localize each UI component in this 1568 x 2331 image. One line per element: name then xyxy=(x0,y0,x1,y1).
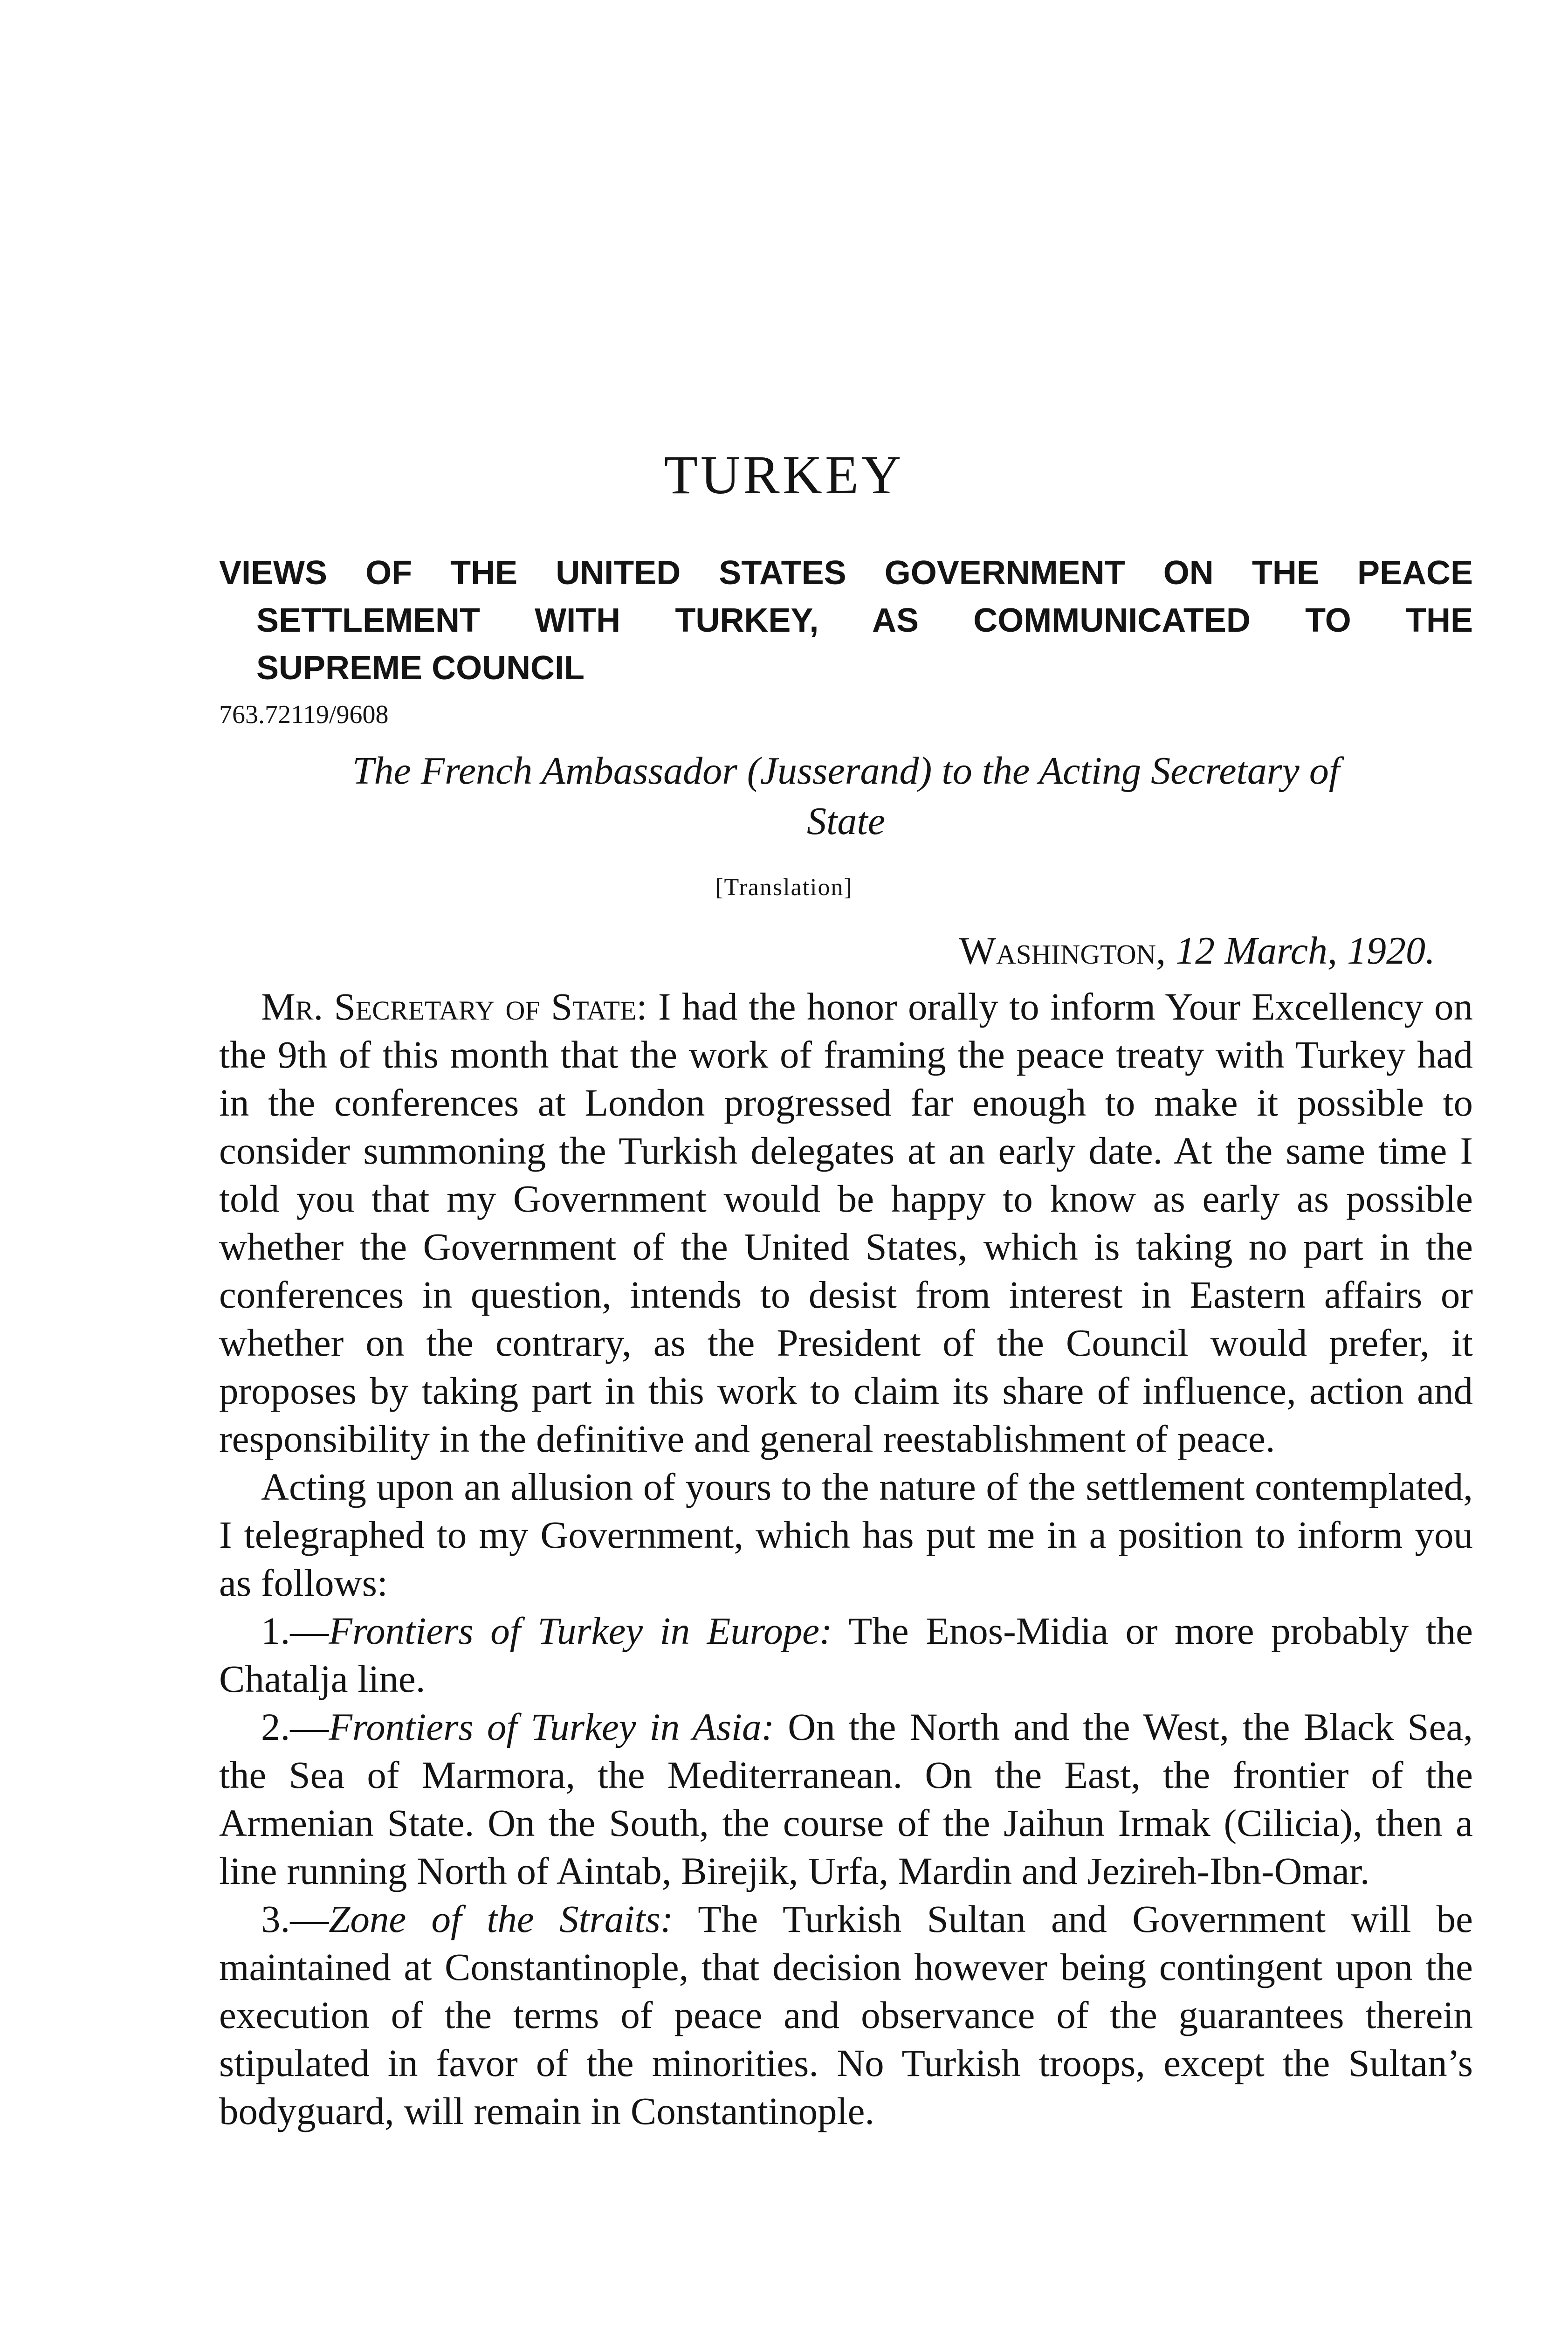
paragraph-2-text: Acting upon an allusion of yours to the nature of the settlement contemplated, I telegraphed to my Government, which has put me in a position to inform you as follows: xyxy=(219,1465,1473,1604)
section-heading-line-2: SETTLEMENT WITH TURKEY, AS COMMUNICATED TO THE xyxy=(256,602,1473,639)
list-item-3 xyxy=(219,1895,1473,2135)
letter-body xyxy=(219,983,1473,2135)
list-item-3-label: Zone of the Straits: xyxy=(329,1897,674,1940)
list-item-1-label: Frontiers of Turkey in Europe: xyxy=(329,1609,832,1652)
list-item-2-label: Frontiers of Turkey in Asia: xyxy=(329,1705,775,1748)
list-item-2-number: 2.— xyxy=(261,1705,329,1748)
dateline-place: Washington, xyxy=(959,929,1166,972)
file-number: 763.72119/9608 xyxy=(219,700,389,729)
letter-title-line-2: State xyxy=(807,800,885,843)
letter-title xyxy=(219,746,1473,847)
list-item-3-number: 3.— xyxy=(261,1897,329,1940)
paragraph-1 xyxy=(219,983,1473,1463)
list-item-1 xyxy=(219,1607,1473,1703)
list-item-2 xyxy=(219,1703,1473,1895)
translation-note: [Translation] xyxy=(715,874,853,901)
section-heading-line-3: SUPREME COUNCIL xyxy=(256,649,585,687)
list-item-1-number: 1.— xyxy=(261,1609,329,1652)
list-item-1-text: The Enos-Midia or more probably the Chatalja line. xyxy=(219,1609,1473,1700)
salutation: Mr. Secretary of State: xyxy=(261,985,647,1028)
page-title: TURKEY xyxy=(664,444,904,505)
paragraph-2 xyxy=(219,1463,1473,1607)
paragraph-1-text: I had the honor orally to inform Your Excellency on the 9th of this month that the work of framing the peace treaty with Turkey had in the conferences at London progressed far enough to make it possible to consider summoning the Turkish delegates at an early date. At the same time I told you that my Government would be happy to know as early as possible whether the Government of the United States, which is taking no part in the conferences in question, intends to desist from interest in Eastern affairs or whether on the contrary, as the President of the Council would prefer, it proposes by taking part in this work to claim its share of influence, action and responsibility in the definitive and general reestablishment of peace. xyxy=(219,985,1473,1460)
letter-title-line-1: The French Ambassador (Jusserand) to the Acting Secretary of xyxy=(352,749,1340,793)
dateline-date: 12 March, 1920. xyxy=(1176,929,1435,972)
list-item-2-text: On the North and the West, the Black Sea, the Sea of Marmora, the Mediterranean. On the East, the frontier of the Armenian State. On the South, the course of the Jaihun Irmak (Cilicia), then a line running North of Aintab, Birejik, Urfa, Mardin and Jezireh-Ibn-Omar. xyxy=(219,1705,1473,1892)
section-heading-line-1: VIEWS OF THE UNITED STATES GOVERNMENT ON THE PEACE xyxy=(219,554,1473,592)
section-heading xyxy=(219,549,1473,692)
list-item-3-text: The Turkish Sultan and Government will be maintained at Constantinople, that decision however being contingent upon the execution of the terms of peace and observance of the guarantees therein stipulated in favor of the minorities. No Turkish troops, except the Sultan’s bodyguard, will remain in Constantinople. xyxy=(219,1897,1473,2132)
dateline xyxy=(959,928,1435,975)
